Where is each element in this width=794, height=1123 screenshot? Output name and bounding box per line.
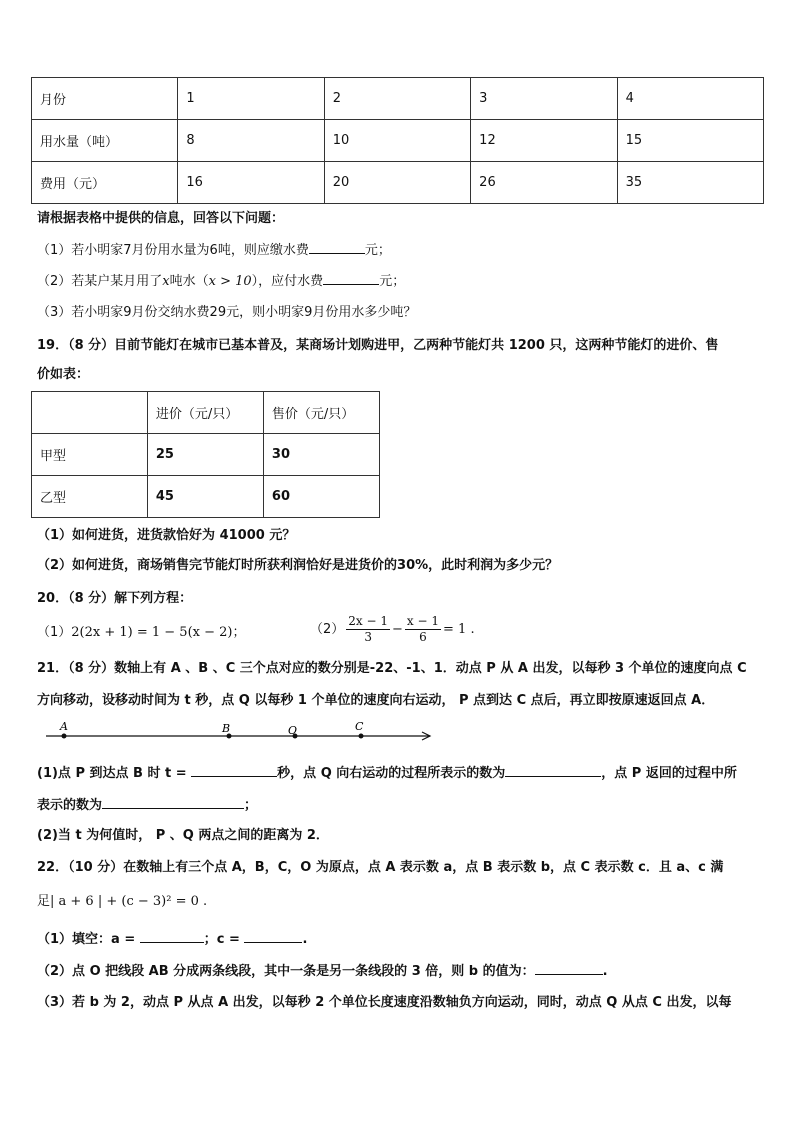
q21-part1-text: (1)点 P 到达点 B 时 t = — [37, 766, 187, 781]
minus-sign: − — [392, 622, 403, 637]
q22-part1 — [37, 930, 307, 949]
axis-label-a: A — [60, 720, 68, 733]
axis-label-b: B — [222, 722, 231, 735]
q18-part2 — [37, 272, 405, 291]
q18-part2-text: 吨水（ — [169, 274, 209, 289]
q21-line2: 方向移动，设移动时间为 t 秒，点 Q 以每秒 1 个单位的速度向右运动， P 点到达 C 点后，再立即按原速返回点 A． — [37, 693, 715, 708]
answer-blank — [309, 241, 365, 254]
q21-part1-text: 秒，点 Q 向右运动的过程所表示的数为 — [277, 766, 506, 781]
q21-part2: (2)当 t 为何值时， P 、Q 两点之间的距离为 2． — [37, 828, 329, 843]
table-header-cell: 2 — [324, 78, 470, 120]
q18-intro: 请根据表格中提供的信息，回答以下问题： — [37, 211, 285, 226]
q18-part2-text: （2）若某户某月用了 — [37, 274, 163, 289]
math-condition: x > 10 — [208, 274, 252, 289]
math-variable: x — [162, 274, 170, 289]
table-cell: 费用（元） — [32, 162, 178, 204]
q22-part2-text: （2）点 O 把线段 AB 分成两条线段，其中一条是另一条线段的 3 倍，则 b 的值为： — [37, 964, 535, 979]
table-header-cell — [32, 392, 148, 434]
table-cell: 16 — [178, 162, 324, 204]
table-cell: 用水量（吨） — [32, 120, 178, 162]
table-row — [32, 476, 380, 518]
table-cell: 10 — [324, 120, 470, 162]
answer-blank — [244, 930, 302, 943]
q21-part1-text: ； — [244, 798, 258, 813]
fraction — [346, 614, 390, 645]
q19-line2: 价如表： — [37, 367, 90, 382]
q18-part2-text: ），应付水费 — [251, 274, 324, 289]
q18-part1-text: （1）若小明家7月份用水量为6吨，则应缴水费 — [37, 243, 309, 258]
q22-line2 — [37, 893, 207, 911]
q19-part2: （2）如何进货，商场销售完节能灯时所获利润恰好是进货价的30%，此时利润为多少元？ — [37, 558, 559, 573]
number-line-diagram — [38, 720, 438, 750]
q22-part2 — [37, 962, 608, 981]
q21-part1-text: 表示的数为 — [37, 798, 103, 813]
table-cell: 甲型 — [32, 434, 148, 476]
q19-part1: （1）如何进货，进货款恰好为 41000 元？ — [37, 528, 296, 543]
axis-label-c: C — [355, 720, 364, 733]
table-row — [32, 120, 764, 162]
q21-part1-text: ，点 P 返回的过程中所 — [601, 766, 737, 781]
table-cell: 20 — [324, 162, 470, 204]
answer-blank — [140, 930, 204, 943]
table-cell: 25 — [147, 434, 263, 476]
q18-part2-unit: 元； — [379, 274, 406, 289]
q21-part1 — [37, 764, 737, 783]
q18-part1-unit: 元； — [364, 243, 391, 258]
table-header-cell: 售价（元/只） — [263, 392, 379, 434]
equation-1: 2(2x + 1) = 1 − 5(x − 2)； — [71, 625, 246, 640]
lamp-price-table — [31, 391, 380, 518]
q20-eq1-label: （1） — [37, 625, 72, 640]
answer-blank — [535, 962, 603, 975]
q22-part1-text: ；c = — [203, 932, 240, 947]
q22-part3: （3）若 b 为 2，动点 P 从点 A 出发，以每秒 2 个单位长度速度沿数轴负方向运动，同时，动点 Q 从点 C 出发，以每 — [37, 995, 732, 1010]
table-row — [32, 434, 380, 476]
q21-part1-cont — [37, 796, 257, 815]
table-cell: 35 — [617, 162, 763, 204]
q19-line1: 19．（8 分）目前节能灯在城市已基本普及，某商场计划购进甲，乙两种节能灯共 1200 只，这两种节能灯的进价、售 — [37, 338, 719, 353]
fraction — [405, 614, 441, 645]
q22-part2-text: . — [602, 964, 608, 979]
fraction-denominator: 3 — [364, 630, 372, 644]
q22-part1-text: . — [302, 932, 308, 947]
table-header-cell: 进价（元/只） — [147, 392, 263, 434]
fraction-denominator: 6 — [419, 630, 427, 644]
answer-blank — [102, 796, 244, 809]
q22-line1: 22．（10 分）在数轴上有三个点 A，B，C，O 为原点，点 A 表示数 a，点 B 表示数 b，点 C 表示数 c．且 a、c 满 — [37, 860, 724, 875]
q20-eq2 — [310, 614, 475, 645]
table-cell: 12 — [471, 120, 617, 162]
condition-equation: | a + 6 | + (c − 3)² = 0 — [50, 894, 199, 909]
q22-line2-text: . — [198, 894, 208, 909]
table-header-cell: 1 — [178, 78, 324, 120]
table-cell: 乙型 — [32, 476, 148, 518]
answer-blank — [323, 272, 379, 285]
axis-label-o: O — [288, 724, 298, 737]
table-cell: 30 — [263, 434, 379, 476]
q18-part3: （3）若小明家9月份交纳水费29元，则小明家9月份用水多少吨？ — [37, 305, 417, 320]
table-cell: 60 — [263, 476, 379, 518]
q22-line2-text: 足 — [37, 894, 51, 909]
fraction-numerator: x − 1 — [406, 614, 440, 628]
water-fee-table — [31, 77, 764, 204]
table-header-cell: 4 — [617, 78, 763, 120]
equation-rhs: = 1 . — [443, 622, 475, 637]
table-cell: 45 — [147, 476, 263, 518]
q20-eq1 — [37, 624, 246, 642]
q20-title: 20．（8 分）解下列方程： — [37, 591, 193, 606]
table-cell: 26 — [471, 162, 617, 204]
point-c — [359, 734, 364, 739]
table-cell: 8 — [178, 120, 324, 162]
point-a — [62, 734, 67, 739]
fraction-numerator: 2x − 1 — [348, 614, 389, 628]
q18-part1 — [37, 241, 391, 260]
q21-line1: 21．（8 分）数轴上有 A 、B 、C 三个点对应的数分别是-22、-1、1．动点 P 从 A 出发，以每秒 3 个单位的速度向点 C — [37, 661, 747, 676]
table-header-cell: 月份 — [32, 78, 178, 120]
q20-eq2-label: （2） — [310, 622, 345, 637]
answer-blank — [505, 764, 601, 777]
table-header-cell: 3 — [471, 78, 617, 120]
answer-blank — [191, 764, 277, 777]
table-cell: 15 — [617, 120, 763, 162]
table-row — [32, 162, 764, 204]
q22-part1-text: （1）填空：a = — [37, 932, 136, 947]
